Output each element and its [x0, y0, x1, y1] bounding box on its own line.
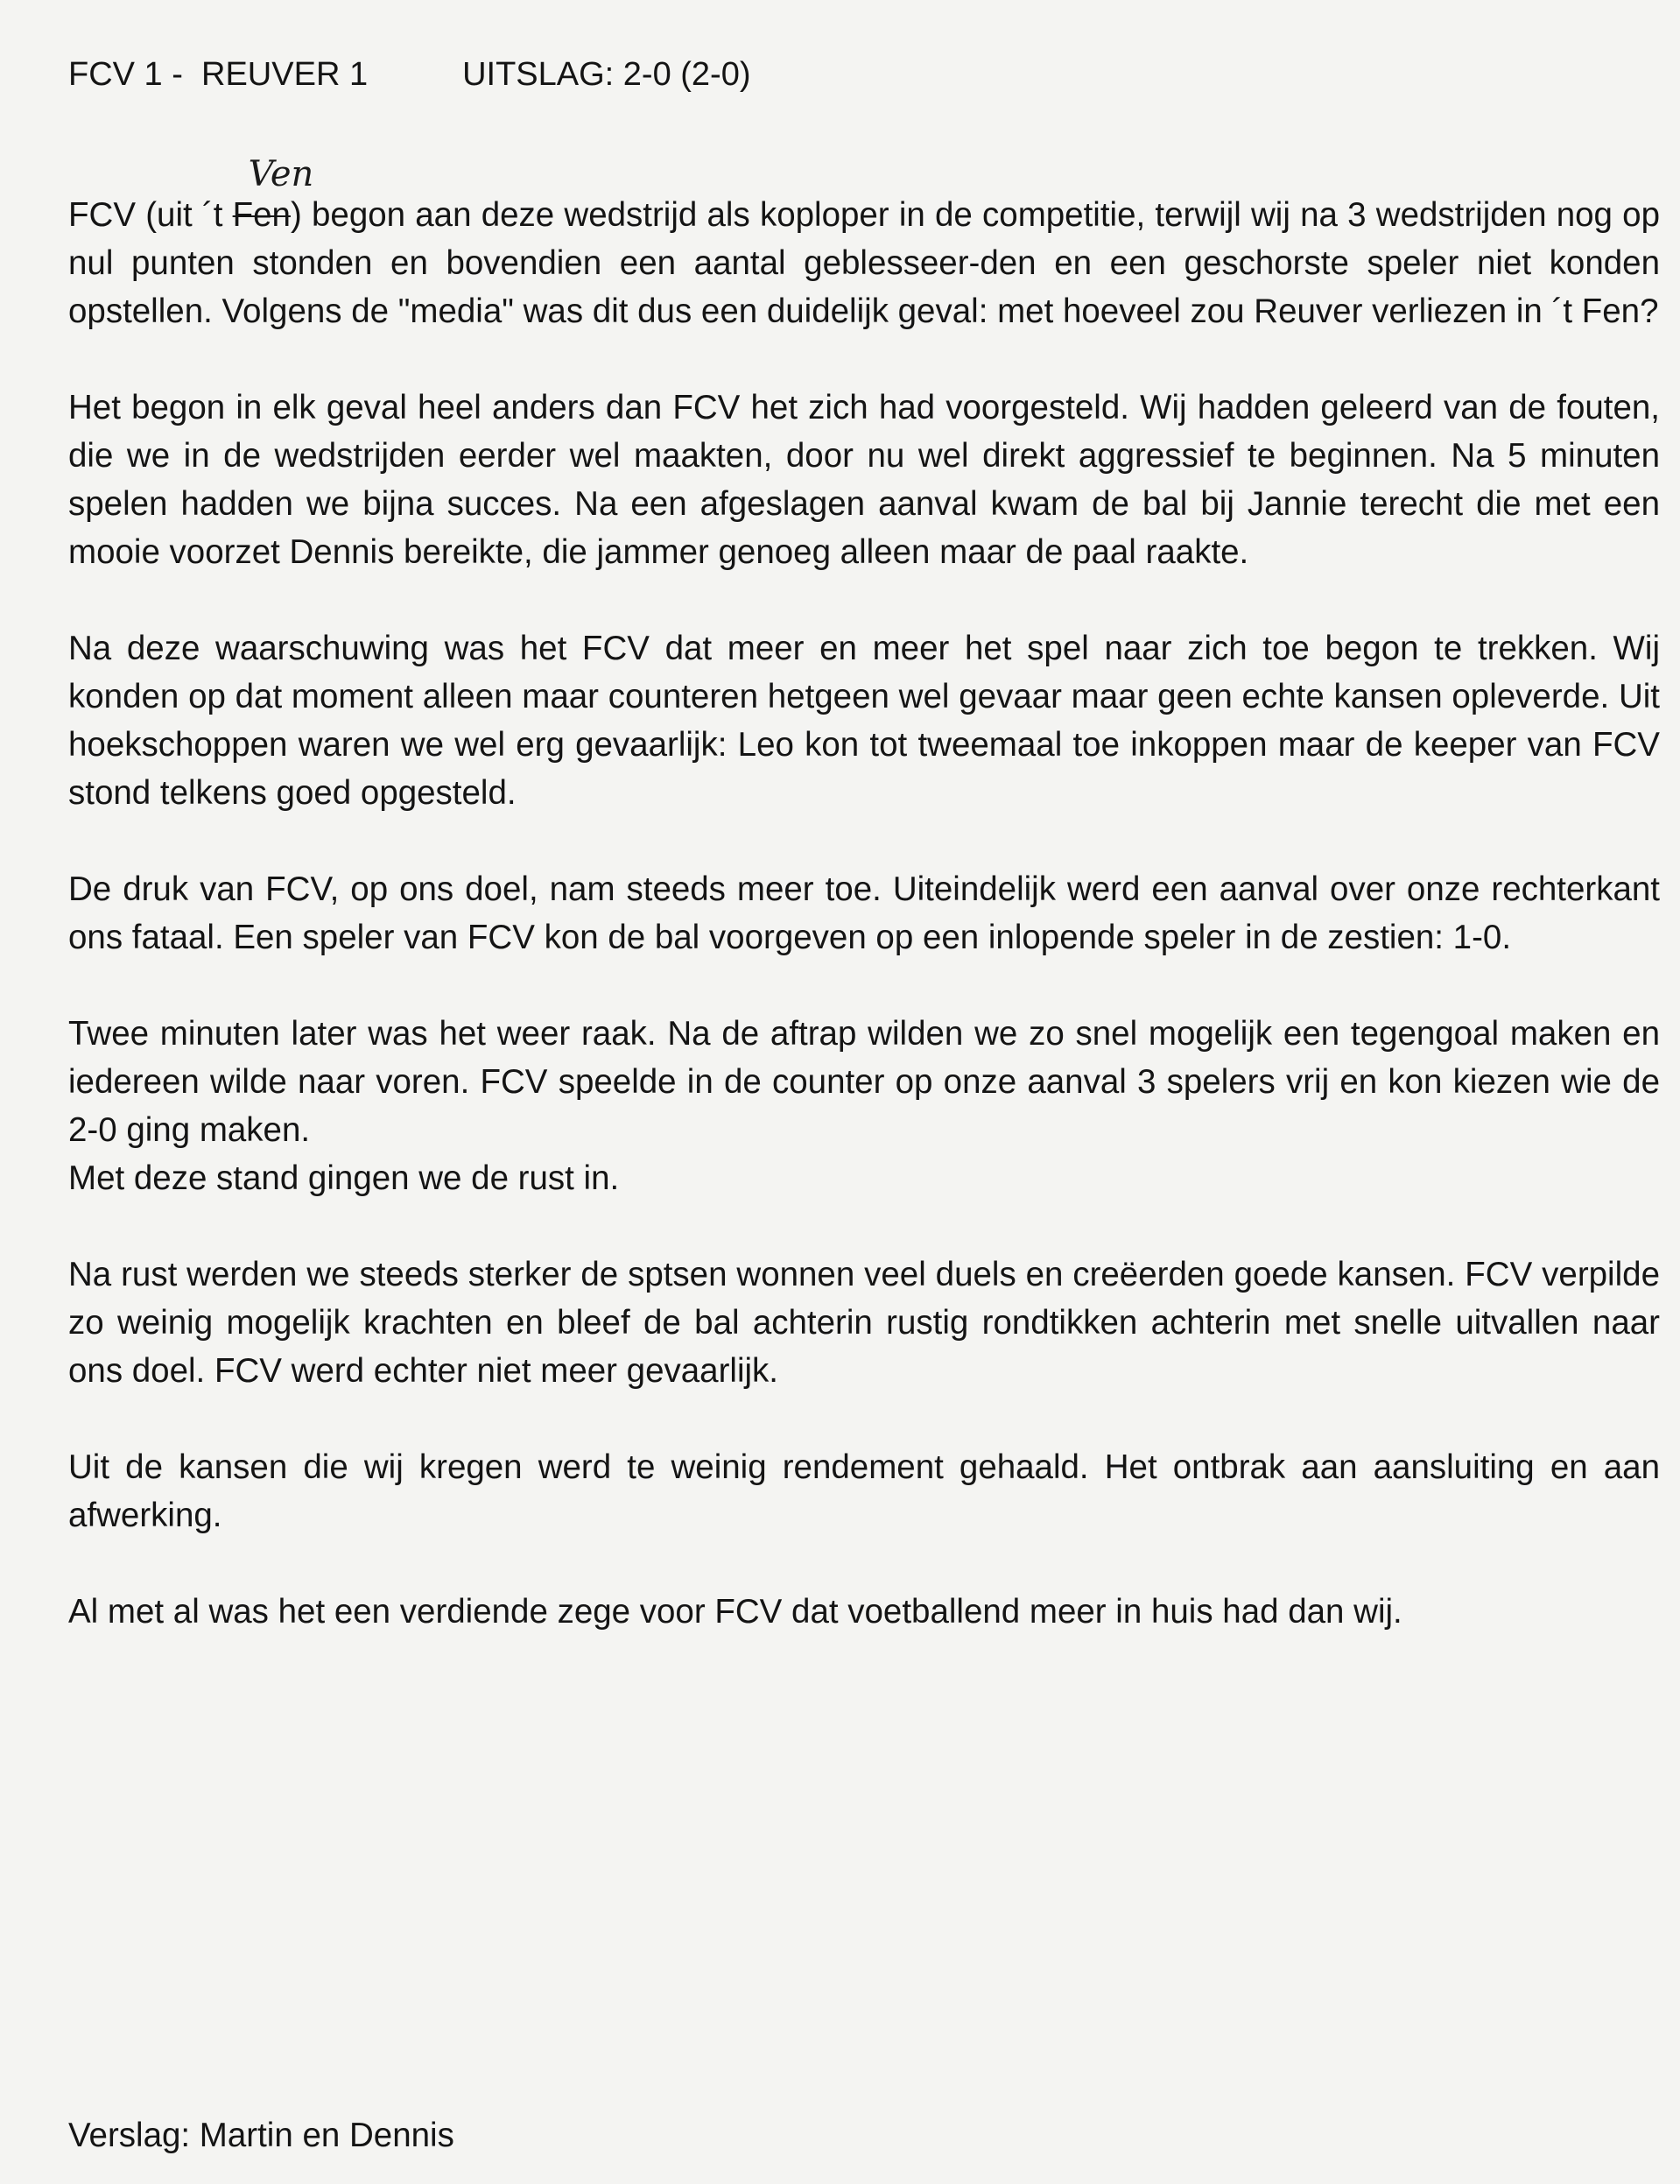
match-header	[68, 46, 1660, 103]
handwritten-correction	[232, 154, 314, 239]
intro-text-end: ) begon aan deze wedstrijd als koploper in de competitie, terwijl wij na 3 wedstrijden nog op nul punten stonden en bovendien een aantal geblesseer-den en een geschorste speler niet konden opstellen. Volgens de "media" was dit dus een duidelijk geval: met hoeveel zou Reuver verliezen in ´t Fen?	[68, 196, 1660, 330]
match-result: UITSLAG: 2-0 (2-0)	[462, 56, 751, 93]
match-teams: FCV 1 - REUVER 1	[68, 56, 369, 93]
report-body	[68, 154, 1660, 1636]
paragraph-start-match: Het begon in elk geval heel anders dan FCV het zich had voorgesteld. Wij hadden geleerd van de fouten, die we in de wedstrijden eerder wel maakten, door nu wel direkt aggressief te beginnen. Na 5 minuten spelen hadden we bijna succes. Na een afgeslagen aanval kwam de bal bij Jannie terecht die met een mooie voorzet Dennis bereikte, die jammer genoeg alleen maar de paal raakte.	[68, 389, 1660, 571]
paragraph-second-half: Na rust werden we steeds sterker de sptsen wonnen veel duels en creëerden goede kansen. FCV verpilde zo weinig mogelijk krachten en bleef de bal achterin rustig rondtikken achterin met snelle uitvallen naar ons doel. FCV werd echter niet meer gevaarlijk.	[68, 1256, 1660, 1390]
report-page	[68, 46, 1660, 1684]
report-signature: Verslag: Martin en Dennis	[68, 2116, 454, 2154]
intro-text-start: FCV (uit ´t	[68, 196, 233, 234]
struck-word: Fen	[232, 196, 291, 234]
paragraph-first-goal: De druk van FCV, op ons doel, nam steeds meer toe. Uiteindelijk werd een aanval over onze rechterkant ons fataal. Een speler van FCV kon de bal voorgeven op een inlopende speler in de zestien: 1-0.	[68, 870, 1660, 956]
paragraph-second-goal: Twee minuten later was het weer raak. Na de aftrap wilden we zo snel mogelijk een tegengoal maken en iedereen wilde naar voren. FCV speelde in de counter op onze aanval 3 spelers vrij en kon kiezen wie de 2-0 ging maken.	[68, 1015, 1660, 1149]
paragraph-chances: Uit de kansen die wij kregen werd te weinig rendement gehaald. Het ontbrak aan aansluiting en aan afwerking.	[68, 1448, 1660, 1534]
paragraph-half-time: Met deze stand gingen we de rust in.	[68, 1159, 620, 1197]
paragraph-conclusion: Al met al was het een verdiende zege voor FCV dat voetballend meer in huis had dan wij.	[68, 1593, 1402, 1631]
handwritten-word: Ven	[248, 154, 314, 194]
paragraph-intro	[68, 154, 1660, 335]
paragraph-fcv-pressure: Na deze waarschuwing was het FCV dat meer en meer het spel naar zich toe begon te trekken. Wij konden op dat moment alleen maar counteren hetgeen wel gevaar maar geen echte kansen opleverde. Uit hoekschoppen waren we wel erg gevaarlijk: Leo kon tot tweemaal toe inkoppen maar de keeper van FCV stond telkens goed opgesteld.	[68, 630, 1660, 812]
